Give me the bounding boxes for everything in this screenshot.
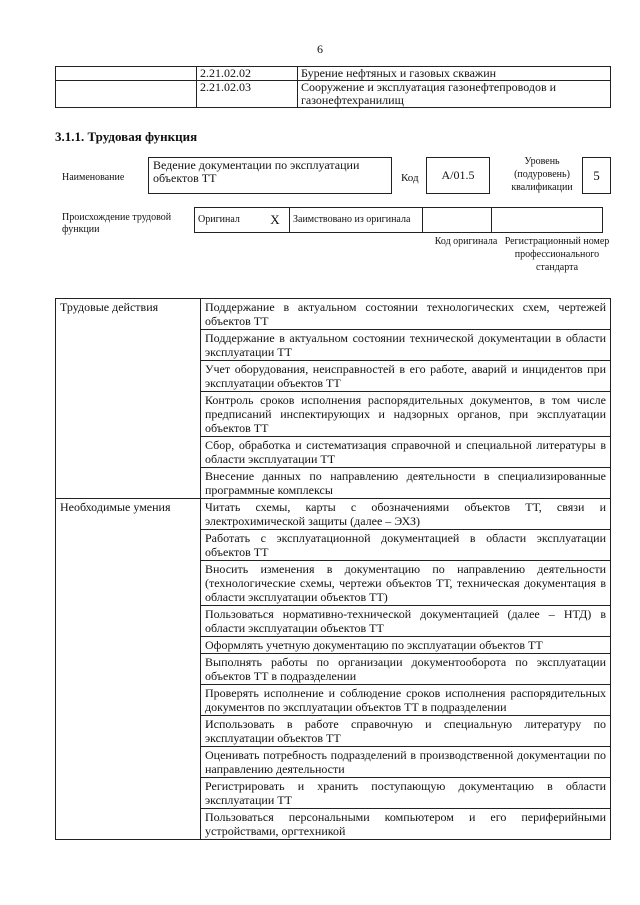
page-number: 6 — [317, 42, 323, 56]
list-item: Оформлять учетную документацию по эксплуатации объектов ТТ — [201, 637, 611, 654]
list-item: Внесение данных по направлению деятельности в специализированные программные комплексы — [201, 468, 611, 499]
qualification-level-value: 5 — [582, 157, 611, 194]
section-title: 3.1.1. Трудовая функция — [55, 129, 198, 144]
original-code-caption: Код оригинала — [434, 236, 498, 247]
table-row — [56, 499, 611, 530]
table-row — [56, 81, 611, 108]
specialty-code: 2.21.02.02 — [197, 67, 298, 81]
function-name-value: Ведение документации по эксплуатации объектов ТТ — [148, 157, 392, 194]
list-item: Читать схемы, карты с обозначениями объектов ТТ, связи и электрохимической защиты (далее – ЭХЗ) — [201, 499, 611, 530]
function-code-value: А/01.5 — [426, 157, 490, 194]
empty-cell — [56, 67, 197, 81]
list-item: Регистрировать и хранить поступающую документацию в области эксплуатации ТТ — [201, 778, 611, 809]
original-mark: X — [261, 208, 290, 233]
group-title: Необходимые умения — [56, 499, 201, 840]
name-label: Наименование — [62, 172, 125, 183]
code-label: Код — [401, 172, 419, 184]
specialty-code: 2.21.02.03 — [197, 81, 298, 108]
list-item: Учет оборудования, неисправностей в его работе, аварий и инцидентов при эксплуатации объектов ТТ — [201, 361, 611, 392]
table-row — [56, 299, 611, 330]
borrowed-label: Заимствовано из оригинала — [290, 208, 423, 233]
group-title: Трудовые действия — [56, 299, 201, 499]
list-item: Сбор, обработка и систематизация справочной и специальной литературы в области эксплуатации ТТ — [201, 437, 611, 468]
reg-number-cell — [492, 208, 603, 233]
table-row — [195, 208, 603, 233]
labor-function-table — [55, 298, 611, 840]
specialty-name: Бурение нефтяных и газовых скважин — [298, 67, 611, 81]
list-item: Выполнять работы по организации документооборота по эксплуатации объектов ТТ в подразделении — [201, 654, 611, 685]
original-code-cell — [423, 208, 492, 233]
list-item: Поддержание в актуальном состоянии технической документации в области эксплуатации ТТ — [201, 330, 611, 361]
list-item: Оценивать потребность подразделений в производственной документации по направлению деятельности — [201, 747, 611, 778]
list-item: Проверять исполнение и соблюдение сроков исполнения распорядительных документов по эксплуатации объектов ТТ в подразделении — [201, 685, 611, 716]
origin-table — [194, 207, 603, 233]
specialty-name: Сооружение и эксплуатация газонефтепроводов и газонефтехранилищ — [298, 81, 611, 108]
original-label: Оригинал — [195, 208, 262, 233]
list-item: Вносить изменения в документацию по направлению деятельности (технологические схемы, чертежи объектов ТТ, техническая документация в области эксплуатации объектов ТТ) — [201, 561, 611, 606]
list-item: Поддержание в актуальном состоянии технологических схем, чертежей объектов ТТ — [201, 299, 611, 330]
qualification-level-label: Уровень (подуровень) квалификации — [511, 156, 573, 193]
list-item: Пользоваться персональными компьютером и его периферийными устройствами, оргтехникой — [201, 809, 611, 840]
list-item: Пользоваться нормативно-технической документацией (далее – НТД) в области эксплуатации объектов ТТ — [201, 606, 611, 637]
list-item: Контроль сроков исполнения распорядительных документов, в том числе предписаний инспектирующих и надзорных органов, при эксплуатации объектов ТТ — [201, 392, 611, 437]
list-item: Использовать в работе справочную и специальную литературу по эксплуатации объектов ТТ — [201, 716, 611, 747]
specialty-codes-table — [55, 66, 611, 108]
reg-number-caption: Регистрационный номер профессионального стандарта — [504, 236, 610, 273]
list-item: Работать с эксплуатационной документацией в области эксплуатации объектов ТТ — [201, 530, 611, 561]
origin-label: Происхождение трудовой функции — [62, 212, 172, 235]
table-row — [56, 67, 611, 81]
empty-cell — [56, 81, 197, 108]
